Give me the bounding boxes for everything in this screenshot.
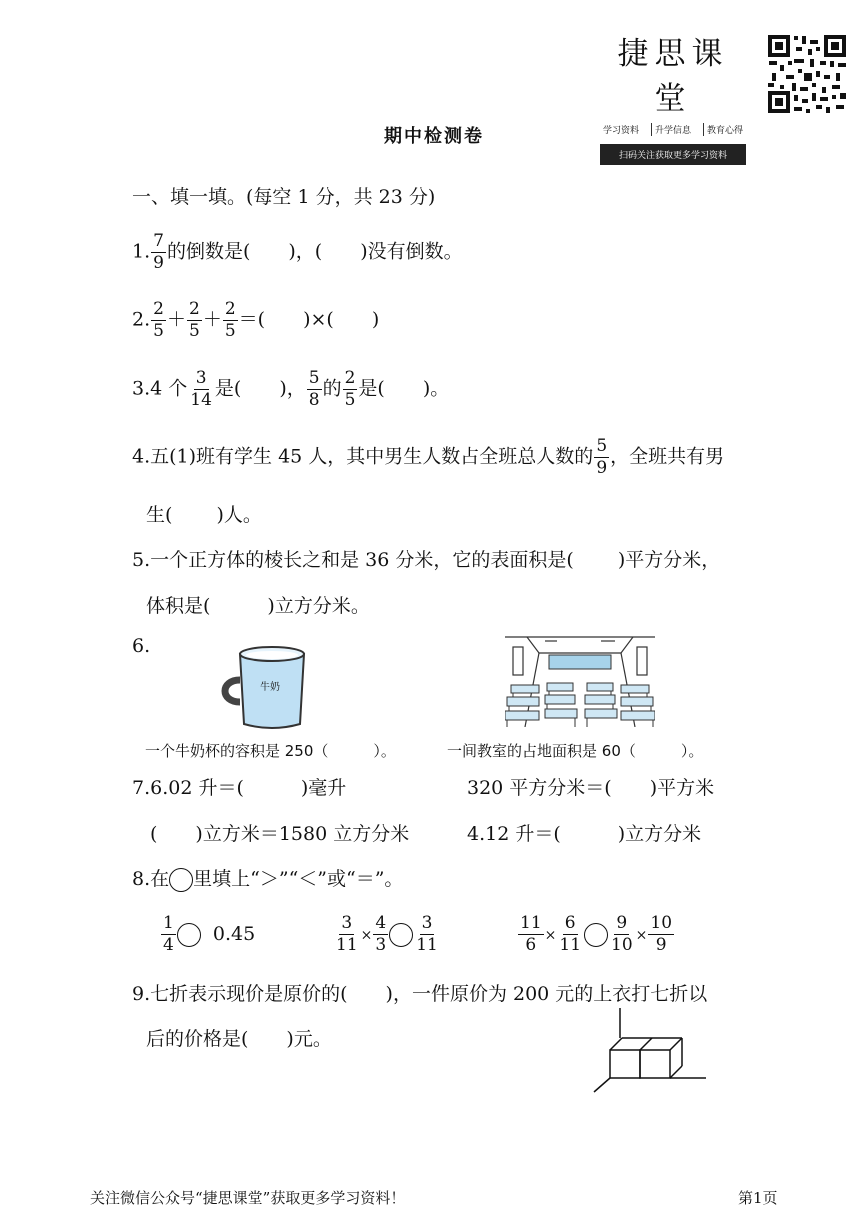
q3-tail: 是( )。 — [358, 377, 450, 400]
fraction: $\frac{11}{6}$ — [520, 913, 542, 955]
fraction: $\frac{2}{5}$ — [224, 299, 236, 341]
question-4 — [132, 438, 724, 477]
q1-number: 1. — [132, 240, 151, 263]
q7-b: 320 平方分米＝( )平方米 — [467, 777, 715, 799]
fraction: $\frac{2}{5}$ — [344, 368, 356, 410]
q7-a: 7.6.02 升＝( )毫升 — [132, 777, 347, 799]
q4-line1: 4.五(1)班有学生 45 人，其中男生人数占全班总人数的 — [132, 445, 594, 468]
q2-tail: ＝( )×( ) — [238, 308, 380, 331]
q8-lead: 8.在 — [132, 868, 170, 890]
q2-number: 2. — [132, 308, 151, 331]
fraction: $\frac{7}{9}$ — [153, 231, 164, 273]
compare-circle-icon[interactable] — [584, 923, 608, 947]
classroom-icon — [505, 633, 655, 727]
compare-expression-2 — [333, 915, 441, 954]
fraction: $\frac{2}{5}$ — [153, 299, 164, 341]
brand-tag: 升学信息 — [651, 123, 694, 136]
page-number: 第1页 — [738, 1189, 778, 1207]
fraction: $\frac{5}{8}$ — [308, 368, 320, 410]
q7-d: 4.12 升＝( )立方分米 — [467, 823, 702, 845]
q3-of: 的 — [322, 377, 342, 400]
fraction: $\frac{3}{14}$ — [190, 368, 212, 410]
qr-code-icon — [766, 33, 848, 115]
q1-text: 的倒数是( )，( )没有倒数。 — [166, 240, 463, 263]
fraction: $\frac{10}{9}$ — [650, 913, 673, 955]
plus-sign: ＋ — [202, 308, 222, 331]
fraction: $\frac{2}{5}$ — [188, 299, 200, 341]
brand-name: 捷思课堂 — [617, 36, 729, 117]
plus-sign: ＋ — [166, 308, 186, 331]
section-heading: 一、填一填。(每空 1 分，共 23 分) — [132, 186, 436, 208]
brand-banner: 扫码关注获取更多学习资料 — [600, 144, 746, 165]
page-title: 期中检测卷 — [384, 126, 484, 147]
q9-line2: 后的价格是( )元。 — [146, 1028, 332, 1050]
fraction: $\frac{3}{11}$ — [336, 913, 358, 955]
fraction: $\frac{3}{11}$ — [416, 913, 438, 955]
q3-lead: 4 个 — [150, 377, 188, 400]
q6-number: 6. — [132, 635, 151, 657]
compare-expression-1 — [160, 915, 255, 954]
times-sign: × — [360, 927, 373, 944]
q3-number: 3. — [132, 377, 151, 400]
brand-tag: 学习资料 — [603, 126, 640, 136]
q5-line1: 5.一个正方体的棱长之和是 36 分米，它的表面积是( )平方分米， — [132, 549, 721, 571]
q4-line2: 生( )人。 — [146, 504, 262, 526]
question-8 — [132, 868, 403, 892]
q9-line1: 9.七折表示现价是原价的( )，一件原价为 200 元的上衣打七折以 — [132, 983, 708, 1005]
brand-tag: 教育心得 — [703, 123, 746, 136]
compare-circle-icon[interactable] — [389, 923, 413, 947]
fraction: $\frac{5}{9}$ — [596, 436, 608, 478]
cup-label: 牛奶 — [260, 682, 280, 693]
question-2 — [132, 301, 379, 340]
caption-classroom: 一间教室的占地面积是 60（ ）。 — [447, 742, 704, 760]
fraction: $\frac{6}{11}$ — [559, 913, 582, 955]
q5-line2: 体积是( )立方分米。 — [146, 595, 370, 617]
value-right: 0.45 — [212, 922, 256, 945]
footer-note: 关注微信公众号“捷思课堂”获取更多学习资料！ — [90, 1189, 406, 1207]
times-sign: × — [544, 927, 557, 944]
q7-c: ( )立方米＝1580 立方分米 — [150, 823, 410, 845]
cube-figure-icon — [590, 1008, 710, 1094]
compare-circle-icon[interactable] — [177, 923, 201, 947]
q4-line1-tail: ，全班共有男 — [610, 445, 725, 468]
compare-expression-3 — [517, 915, 675, 954]
fraction: $\frac{9}{10}$ — [611, 913, 633, 955]
q3-mid: 是( )， — [214, 377, 306, 400]
times-sign: × — [635, 927, 648, 944]
q8-tail: 里填上“＞”“＜”或“＝”。 — [193, 868, 404, 890]
caption-cup: 一个牛奶杯的容积是 250（ ）。 — [145, 742, 396, 760]
fraction: $\frac{1}{4}$ — [163, 913, 174, 955]
compare-circle-icon — [169, 868, 193, 892]
fraction: $\frac{4}{3}$ — [375, 913, 387, 955]
question-3 — [132, 370, 449, 409]
milk-cup-icon — [220, 640, 330, 736]
question-1 — [132, 233, 463, 272]
